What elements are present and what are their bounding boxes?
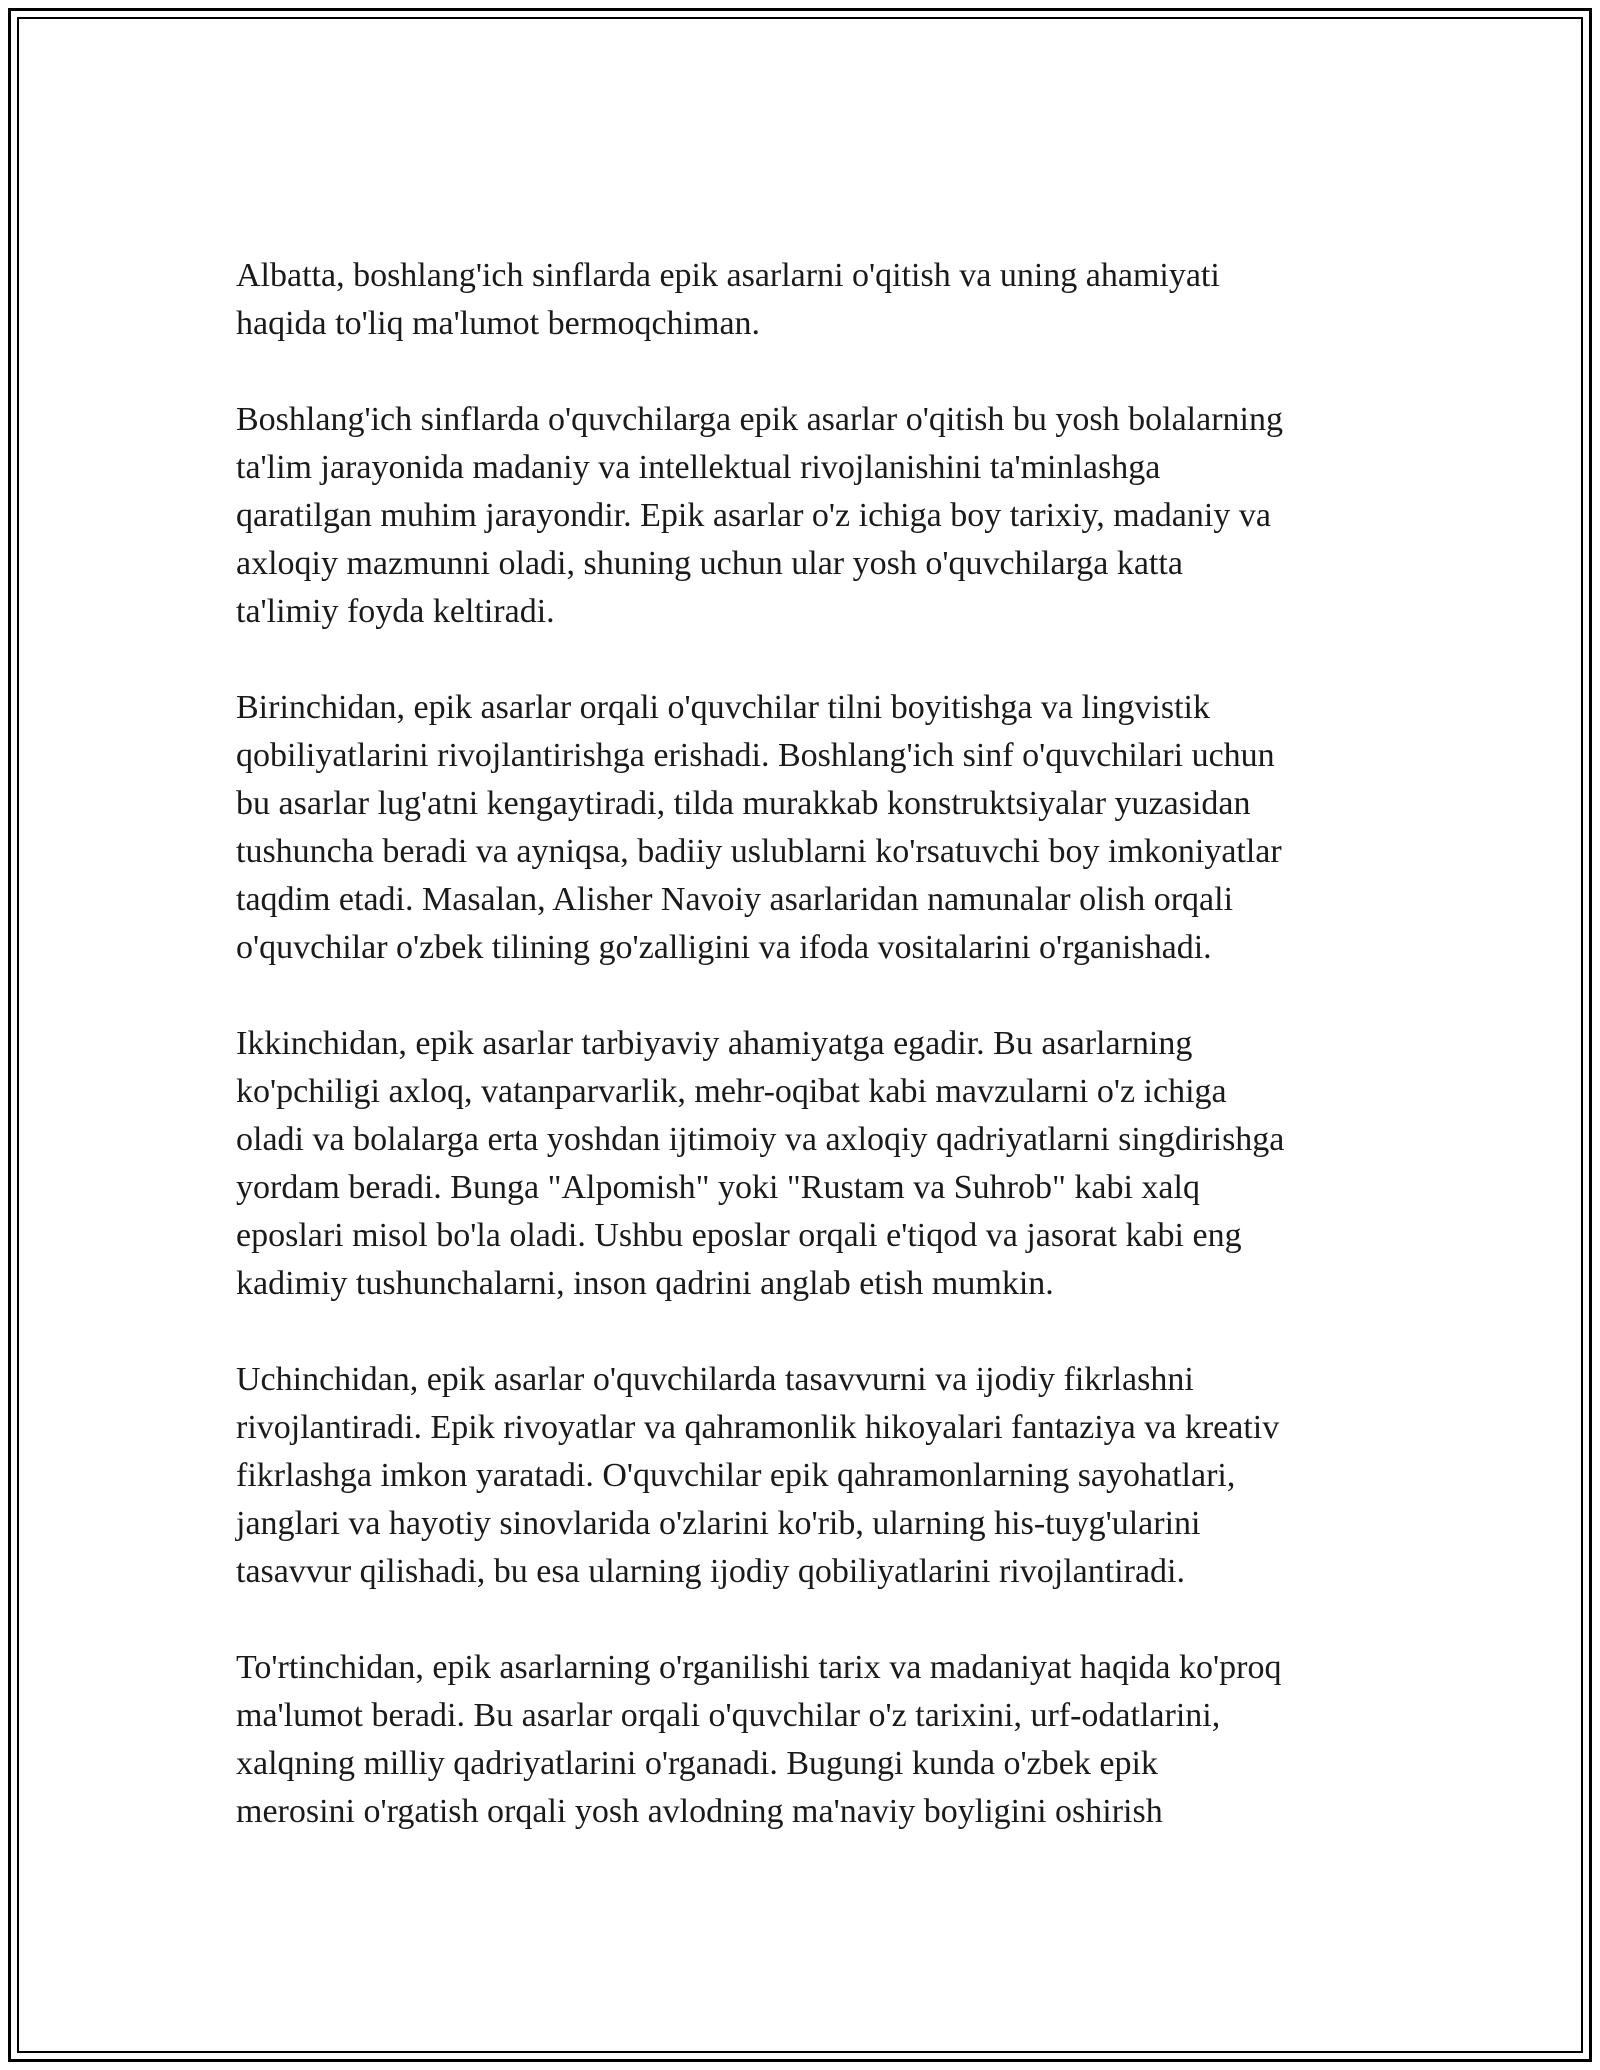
paragraph-intro: Albatta, boshlang'ich sinflarda epik asarlarni o'qitish va uning ahamiyati haqida to'liq ma'lumot bermoqchiman. xyxy=(236,257,1220,342)
paragraph-fourth: To'rtinchidan, epik asarlarning o'rganilishi tarix va madaniyat haqida ko'proq ma'lumot beradi. Bu asarlar orqali o'quvchilar o'z tarixini, urf-odatlarini, xalqning milliy qadriyatlarini o'rganadi. Bugungi kunda o'zbek epik merosini o'rgatish orqali yosh avlodning ma'naviy boyligini oshirish xyxy=(236,1649,1282,1830)
document-body xyxy=(236,252,1376,1884)
paragraph-first: Birinchidan, epik asarlar orqali o'quvchilar tilni boyitishga va lingvistik qobiliyatlarini rivojlantirishga erishadi. Boshlang'ich sinf o'quvchilari uchun bu asarlar lug'atni kengaytiradi, tilda murakkab konstruktsiyalar yuzasidan tushuncha beradi va ayniqsa, badiiy uslublarni ko'rsatuvchi boy imkoniyatlar taqdim etadi. Masalan, Alisher Navoiy asarlaridan namunalar olish orqali o'quvchilar o'zbek tilining go'zalligini va ifoda vositalarini o'rganishadi. xyxy=(236,689,1282,966)
paragraph-second: Ikkinchidan, epik asarlar tarbiyaviy ahamiyatga egadir. Bu asarlarning ko'pchiligi axloq, vatanparvarlik, mehr-oqibat kabi mavzularni o'z ichiga oladi va bolalarga erta yoshdan ijtimoiy va axloqiy qadriyatlarni singdirishga yordam beradi. Bunga "Alpomish" yoki "Rustam va Suhrob" kabi xalq eposlari misol bo'la oladi. Ushbu eposlar orqali e'tiqod va jasorat kabi eng kadimiy tushunchalarni, inson qadrini anglab etish mumkin. xyxy=(236,1025,1285,1302)
paragraph-overview: Boshlang'ich sinflarda o'quvchilarga epik asarlar o'qitish bu yosh bolalarning ta'lim jarayonida madaniy va intellektual rivojlanishini ta'minlashga qaratilgan muhim jarayondir. Epik asarlar o'z ichiga boy tarixiy, madaniy va axloqiy mazmunni oladi, shuning uchun ular yosh o'quvchilarga katta ta'limiy foyda keltiradi. xyxy=(236,401,1283,630)
paragraph-third: Uchinchidan, epik asarlar o'quvchilarda tasavvurni va ijodiy fikrlashni rivojlantiradi. Epik rivoyatlar va qahramonlik hikoyalari fantaziya va kreativ fikrlashga imkon yaratadi. O'quvchilar epik qahramonlarning sayohatlari, janglari va hayotiy sinovlarida o'zlarini ko'rib, ularning his-tuyg'ularini tasavvur qilishadi, bu esa ularning ijodiy qobiliyatlarini rivojlantiradi. xyxy=(236,1361,1280,1590)
